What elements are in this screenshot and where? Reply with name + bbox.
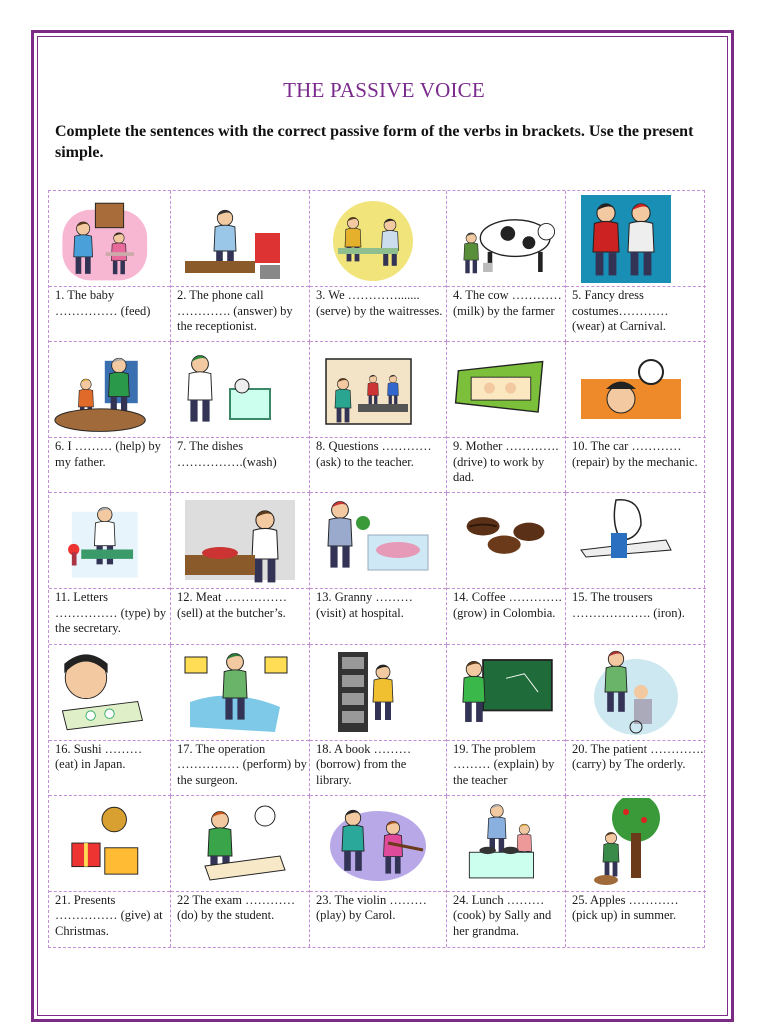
cell-divider (49, 286, 170, 287)
cell-divider (171, 286, 309, 287)
father-helping-child-icon (53, 344, 166, 436)
exercise-item (566, 493, 706, 644)
cell-divider (49, 891, 170, 892)
cell-divider (171, 740, 309, 741)
cell-divider (447, 437, 565, 438)
cooking-lunch-icon (451, 798, 561, 890)
sentence-text: 22 The exam ………… (do) by the student. (177, 892, 296, 923)
cell-divider (310, 891, 446, 892)
sentence-text: 16. Sushi ……… (eat) in Japan. (55, 741, 143, 772)
exercise-item (447, 342, 566, 493)
sentence-text: 25. Apples ………… (pick up) in summer. (572, 892, 679, 923)
sentence-text: 7. The dishes …………….(wash) (177, 439, 277, 469)
cell-divider (49, 740, 170, 741)
exercise-item (171, 191, 310, 342)
exercise-item (49, 342, 171, 493)
exercise-item (566, 342, 706, 493)
exercise-item (49, 191, 171, 342)
butcher-icon (175, 495, 305, 587)
mechanic-icon (570, 344, 702, 436)
sentence-text: 23. The violin ……… (play) by Carol. (316, 892, 427, 923)
exercise-item (310, 796, 447, 947)
cell-divider (566, 891, 706, 892)
instructions: Complete the sentences with the correct passive form of the verbs in brackets. Use the present simple. (55, 123, 694, 161)
cell-divider (566, 286, 706, 287)
sentence-text: 6. I ……… (help) by my father. (55, 439, 161, 469)
sentence-text: 19. The problem ……… (explain) by the teacher (453, 741, 555, 787)
eating-sushi-icon (53, 647, 166, 739)
apple-picking-icon (570, 798, 702, 890)
exercise-item (447, 796, 566, 947)
exercise-item (566, 796, 706, 947)
cell-divider (447, 286, 565, 287)
exercise-grid (48, 190, 705, 948)
sentence-text: 4. The cow ………… (milk) by the farmer (453, 288, 562, 318)
exercise-item (49, 493, 171, 644)
cell-divider (49, 437, 170, 438)
sentence-text: 20. The patient ………….(carry) by The orderly. (572, 741, 704, 772)
sentence-text: 15. The trousers ………………. (iron). (572, 590, 685, 620)
library-book-icon (314, 647, 442, 739)
cell-divider (310, 740, 446, 741)
teacher-blackboard-icon (451, 647, 561, 739)
exercise-item (49, 645, 171, 796)
baby-feeding-icon (53, 193, 166, 285)
cell-divider (566, 588, 706, 589)
farmer-milking-cow-icon (451, 193, 561, 285)
exercise-item (566, 191, 706, 342)
ironing-icon (570, 495, 702, 587)
exercise-item (171, 796, 310, 947)
sentence-text: 3. We …………....... (serve) by the waitresses. (316, 288, 443, 318)
sentence-text: 21. Presents …………… (give) at Christmas. (55, 892, 163, 938)
cell-divider (310, 286, 446, 287)
sentence-text: 11. Letters …………… (type) by the secretary. (55, 590, 167, 636)
hospital-visit-icon (314, 495, 442, 587)
sentence-text: 1. The baby …………… (feed) (55, 288, 151, 318)
exercise-item (447, 191, 566, 342)
exercise-item (171, 645, 310, 796)
sentence-text: 10. The car ………… (repair) by the mechanic. (572, 439, 698, 469)
secretary-typing-icon (53, 495, 166, 587)
exercise-item (310, 191, 447, 342)
exercise-item (310, 493, 447, 644)
sentence-text: 24. Lunch ……… (cook) by Sally and her grandma. (453, 892, 552, 938)
violin-lesson-icon (314, 798, 442, 890)
exercise-item (171, 493, 310, 644)
washing-dishes-icon (175, 344, 305, 436)
exercise-item (447, 493, 566, 644)
sentence-text: 9. Mother …………. (drive) to work by dad. (453, 439, 559, 485)
exercise-item (171, 342, 310, 493)
student-exam-icon (175, 798, 305, 890)
surgery-icon (175, 647, 305, 739)
orderly-wheelchair-icon (570, 647, 702, 739)
cell-divider (171, 588, 309, 589)
cell-divider (310, 588, 446, 589)
cell-divider (310, 437, 446, 438)
cell-divider (447, 891, 565, 892)
exercise-item (310, 645, 447, 796)
exercise-item (49, 796, 171, 947)
sentence-text: 2. The phone call …………. (answer) by the receptionist. (177, 288, 293, 333)
page-title: THE PASSIVE VOICE (283, 78, 485, 102)
driving-car-icon (451, 344, 561, 436)
carnival-costumes-icon (570, 193, 702, 285)
sentence-text: 5. Fancy dress costumes………… (wear) at Carnival. (572, 288, 669, 333)
cell-divider (447, 588, 565, 589)
sentence-text: 8. Questions ………… (ask) to the teacher. (316, 439, 432, 469)
sentence-text: 13. Granny ……… (visit) at hospital. (316, 590, 413, 620)
cell-divider (49, 588, 170, 589)
christmas-presents-icon (53, 798, 166, 890)
sentence-text: 14. Coffee …………. (grow) in Colombia. (453, 590, 562, 620)
coffee-beans-icon (451, 495, 561, 587)
cell-divider (566, 740, 706, 741)
exercise-item (310, 342, 447, 493)
waitresses-serving-icon (314, 193, 442, 285)
sentence-text: 18. A book ……… (borrow) from the library. (316, 741, 412, 787)
exercise-item (447, 645, 566, 796)
classroom-questions-icon (314, 344, 442, 436)
exercise-item (566, 645, 706, 796)
cell-divider (171, 891, 309, 892)
cell-divider (447, 740, 565, 741)
cell-divider (171, 437, 309, 438)
receptionist-phone-icon (175, 193, 305, 285)
sentence-text: 17. The operation …………… (perform) by the surgeon. (177, 741, 307, 787)
cell-divider (566, 437, 706, 438)
sentence-text: 12. Meat …………… (sell) at the butcher’s. (177, 590, 288, 620)
